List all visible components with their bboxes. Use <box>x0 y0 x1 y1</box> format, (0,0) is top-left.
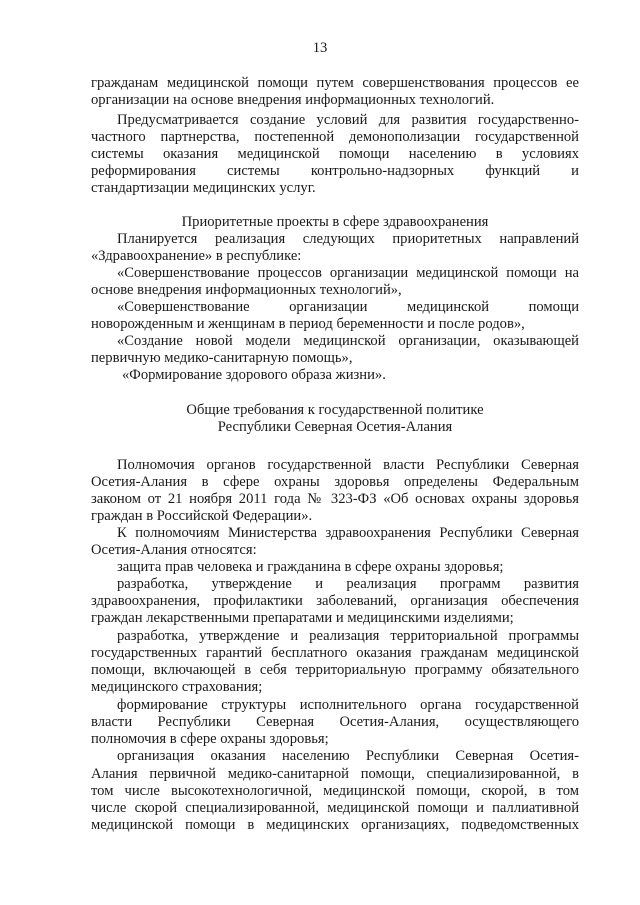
text-line: частного партнерства, постепенной демонополизации государственной <box>91 129 579 145</box>
text-line: медицинского страхования; <box>91 679 263 695</box>
text-line: организация оказания населению Республики Северная Осетия- <box>117 748 579 764</box>
text-line: государственных гарантий бесплатного оказания гражданам медицинской <box>91 645 579 661</box>
text-line: формирование структуры исполнительного органа государственной <box>117 697 579 713</box>
text-line: числе скорой специализированной, медицинской помощи и паллиативной <box>91 800 579 816</box>
text-line: «Совершенствование организации медицинской помощи <box>117 299 579 315</box>
text-line: граждан лекарственными препаратами и медицинскими изделиями; <box>91 610 514 626</box>
text-line: «Здравоохранение» в республике: <box>91 248 302 264</box>
text-line: «Создание новой модели медицинской организации, оказывающей <box>117 333 579 349</box>
text-line: «Формирование здорового образа жизни». <box>122 367 386 383</box>
text-line: основе внедрения информационных технологий», <box>91 282 402 298</box>
text-line: защита прав человека и гражданина в сфере охраны здоровья; <box>117 559 504 575</box>
text-line: «Совершенствование процессов организации медицинской помощи на <box>117 265 579 281</box>
text-line: Приоритетные проекты в сфере здравоохранения <box>181 214 489 230</box>
text-line: Республики Северная Осетия-Алания <box>217 419 453 435</box>
text-line: помощи, включающей в себя территориальную программу обязательного <box>91 662 579 678</box>
text-line: Предусматривается создание условий для развития государственно- <box>117 112 579 128</box>
text-line: медицинской помощи в медицинских организациях, подведомственных <box>91 817 579 833</box>
text-line: организации на основе внедрения информационных технологий. <box>91 92 495 108</box>
text-line: Алания первичной медико-санитарной помощи, специализированной, в <box>91 766 579 782</box>
text-line: реформирования системы контрольно-надзорных функций и <box>91 163 579 179</box>
text-line: власти Республики Северная Осетия-Алания, осуществляющего <box>91 714 579 730</box>
text-line: законом от 21 ноября 2011 года № 323-ФЗ «Об основах охраны здоровья <box>91 491 579 507</box>
text-line: Осетия-Алания относятся: <box>91 542 257 558</box>
text-line: стандартизации медицинских услуг. <box>91 180 316 196</box>
text-line: граждан в Российской Федерации». <box>91 508 313 524</box>
text-line: разработка, утверждение и реализация территориальной программы <box>117 628 579 644</box>
text-line: К полномочиям Министерства здравоохранения Республики Северная <box>117 525 579 541</box>
text-line: Полномочия органов государственной власти Республики Северная <box>117 457 579 473</box>
text-line: здравоохранения, профилактики заболеваний, организация обеспечения <box>91 593 579 609</box>
page-number: 13 <box>312 40 328 56</box>
text-line: полномочия в сфере охраны здоровья; <box>91 731 329 747</box>
text-line: разработка, утверждение и реализация программ развития <box>117 576 579 592</box>
text-line: первичную медико-санитарную помощь», <box>91 350 353 366</box>
text-line: Осетия-Алания в сфере охраны здоровья определены Федеральным <box>91 474 579 490</box>
text-line: Планируется реализация следующих приоритетных направлений <box>117 231 579 247</box>
text-line: Общие требования к государственной политике <box>186 402 484 418</box>
text-line: том числе высокотехнологичной, медицинской помощи, скорой, в том <box>91 783 579 799</box>
text-line: новорожденным и женщинам в период беременности и после родов», <box>91 316 525 332</box>
text-line: системы оказания медицинской помощи населению в условиях <box>91 146 579 162</box>
text-line: гражданам медицинской помощи путем совершенствования процессов ее <box>91 75 579 91</box>
